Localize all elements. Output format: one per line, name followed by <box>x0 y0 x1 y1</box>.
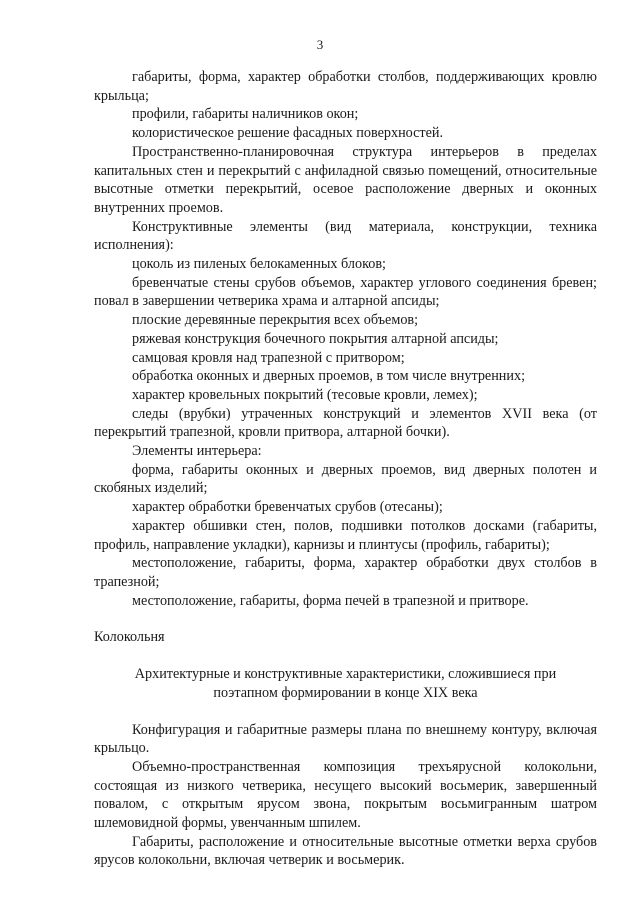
paragraph: Конфигурация и габаритные размеры плана по внешнему контуру, включая крыльцо. <box>94 721 597 757</box>
paragraph: ряжевая конструкция бочечного покрытия алтарной апсиды; <box>132 330 499 347</box>
paragraph: характер обработки бревенчатых срубов (отесаны); <box>132 499 443 516</box>
paragraph: Объемно-пространственная композиция трехъярусной колокольни, состоящая из низкого четверика, несущего высокий восьмерик, завершенный повалом, с открытым ярусом звона, покрытым восьмигранным шатром шлемовидной формы, увенчанным шпилем. <box>94 758 597 832</box>
paragraph: Габариты, расположение и относительные высотные отметки верха срубов ярусов колокольни, включая четверик и восьмерик. <box>94 833 597 869</box>
paragraph: профили, габариты наличников окон; <box>132 106 359 123</box>
paragraph: плоские деревянные перекрытия всех объемов; <box>132 312 419 329</box>
paragraph: следы (врубки) утраченных конструкций и элементов XVII века (от перекрытий трапезной, кровли притвора, алтарной бочки). <box>94 405 597 441</box>
page-number: 3 <box>316 37 324 52</box>
paragraph: габариты, форма, характер обработки столбов, поддерживающих кровлю крыльца; <box>94 69 597 104</box>
paragraph: цоколь из пиленых белокаменных блоков; <box>132 256 386 273</box>
paragraph: обработка оконных и дверных проемов, в том числе внутренних; <box>132 368 526 385</box>
paragraph: Элементы интерьера: <box>132 443 262 460</box>
paragraph: форма, габариты оконных и дверных проемов, вид дверных полотен и скобяных изделий; <box>94 461 597 497</box>
paragraph: Пространственно-планировочная структура интерьеров в пределах капитальных стен и перекрытий с анфиладной связью помещений, относительные высотные отметки перекрытий, осевое расположение дверных и оконных внутренних проемов. <box>94 143 597 216</box>
document-body <box>94 68 597 870</box>
paragraph: колористическое решение фасадных поверхностей. <box>132 125 444 142</box>
paragraph: местоположение, габариты, форма, характер обработки двух столбов в трапезной; <box>94 555 597 590</box>
section-subtitle: Архитектурные и конструктивные характеристики, сложившиеся при поэтапном формировании в конце XIX века <box>134 666 557 701</box>
paragraph: бревенчатые стены срубов объемов, характер углового соединения бревен; повал в завершении четверика храма и алтарной апсиды; <box>94 274 597 310</box>
paragraph: местоположение, габариты, форма печей в трапезной и притворе. <box>132 592 529 609</box>
paragraph: Конструктивные элементы (вид материала, конструкции, техника исполнения): <box>94 218 597 254</box>
paragraph: характер обшивки стен, полов, подшивки потолков досками (габариты, профиль, направление укладки), карнизы и плинтусы (профиль, габариты); <box>94 517 597 553</box>
section-title: Колокольня <box>94 629 165 646</box>
paragraph: характер кровельных покрытий (тесовые кровли, лемех); <box>132 386 478 403</box>
paragraph: самцовая кровля над трапезной с притвором; <box>132 349 405 366</box>
